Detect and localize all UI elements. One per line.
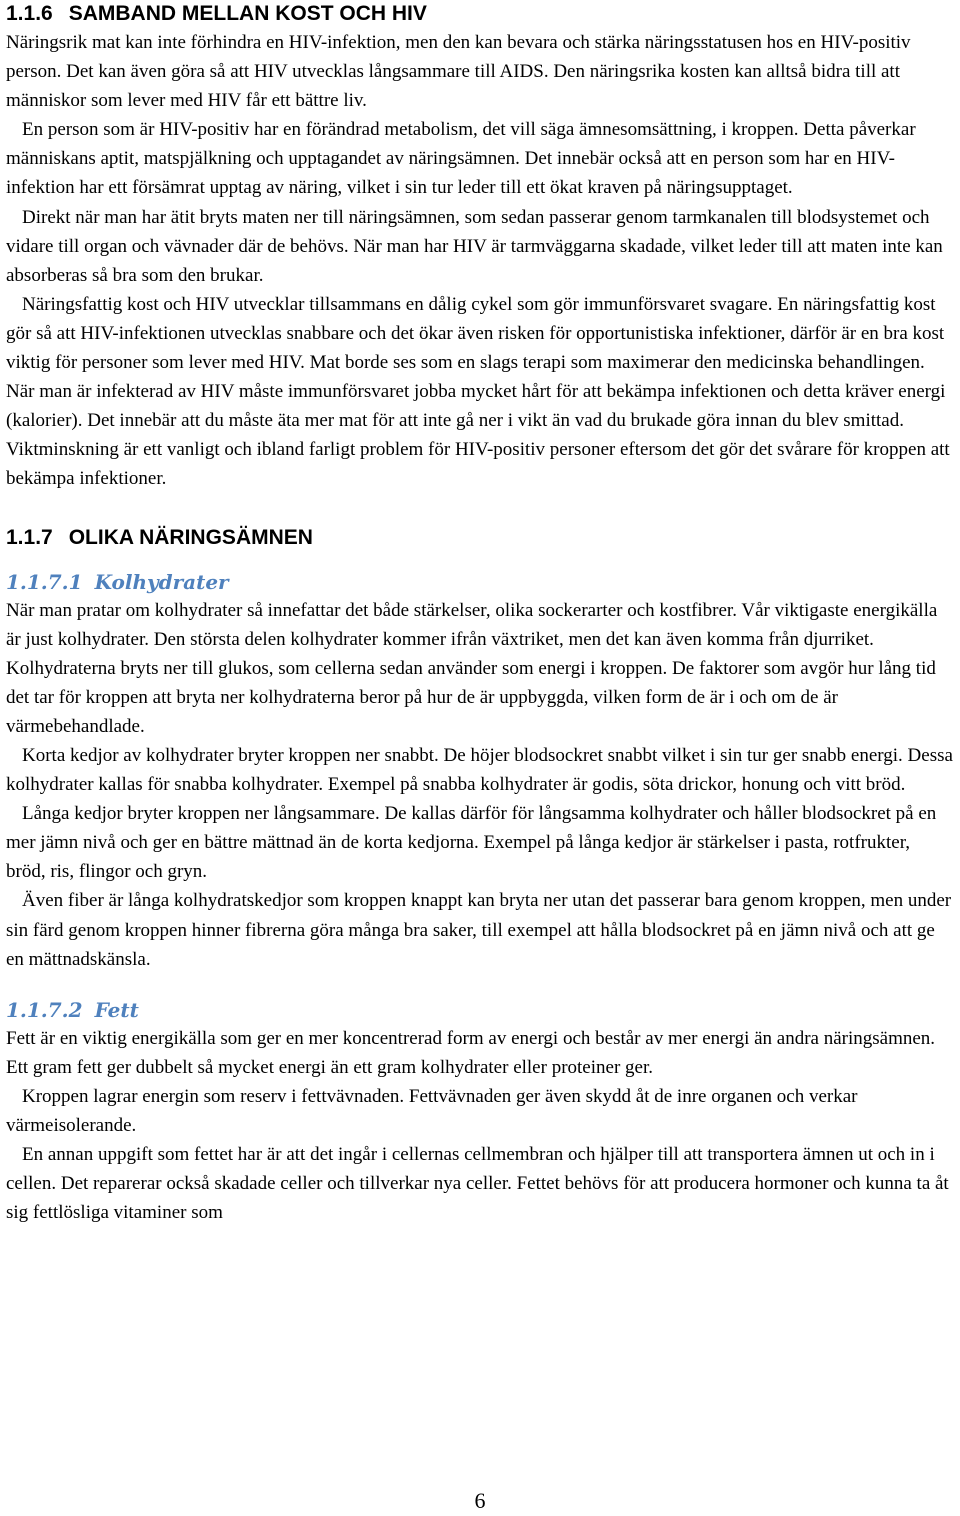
section-title: OLIKA NÄRINGSÄMNEN <box>68 525 313 549</box>
subsection-number: 1.1.7.1 <box>6 569 83 594</box>
paragraph: En person som är HIV-positiv har en förändrad metabolism, det vill säga ämnesomsättning, i kroppen. Detta påverkar människans aptit, matspjälkning och upptagandet av näringsämnen. Det innebär också att en person som har en HIV-infektion har ett försämrat upptag av näring, vilket i sin tur leder till ett ökat kraven på näringsupptaget. <box>6 119 916 199</box>
document-page <box>6 0 954 1227</box>
paragraph: Fett är en viktig energikälla som ger en mer koncentrerad form av energi och består av mer energi än andra näringsämnen. Ett gram fett ger dubbelt så mycket energi än ett gram kolhydrater eller proteiner ger. <box>6 1027 936 1078</box>
section-heading-1-1-7 <box>6 524 954 552</box>
paragraph: Även fiber är långa kolhydratskedjor som kroppen knappt kan bryta ner utan det passerar bara genom kroppen, men under sin färd genom kroppen hinner fibrerna göra många bra saker, till exempel att hålla blodsockret på en jämn nivå och att ge en mättnadskänsla. <box>6 890 952 970</box>
paragraph: Korta kedjor av kolhydrater bryter kroppen ner snabbt. De höjer blodsockret snabbt vilket i sin tur ger snabb energi. Dessa kolhydrater kallas för snabba kolhydrater. Exempel på snabba kolhydrater är godis, söta drickor, honung och vitt bröd. <box>6 744 953 796</box>
section-number: 1.1.6 <box>6 2 53 25</box>
section-title: SAMBAND MELLAN KOST OCH HIV <box>68 2 427 25</box>
subsection-title: Fett <box>94 997 139 1022</box>
paragraph: En annan uppgift som fettet har är att det ingår i cellernas cellmembran och hjälper till att transportera ämnen ut och in i cellen. Det reparerar också skadade celler och tillverkar nya celler. Fettet behövs för att producera hormoner och kunna ta åt sig fettlösliga vitaminer som <box>6 1144 949 1224</box>
subsection-heading-fett <box>6 996 954 1024</box>
subsection-number: 1.1.7.2 <box>6 997 83 1022</box>
paragraph: Näringsrik mat kan inte förhindra en HIV-infektion, men den kan bevara och stärka näringsstatusen hos en HIV-positiv person. Det kan även göra så att HIV utvecklas långsammare till AIDS. Den näringsrika kosten kan alltså bidra till att människor som lever med HIV får ett bättre liv. <box>6 32 911 112</box>
page-number: 6 <box>474 1488 486 1513</box>
paragraph: När man pratar om kolhydrater så innefattar det både stärkelser, olika sockerarter och kostfibrer. Vår viktigaste energikälla är just kolhydrater. Den största delen kolhydrater kommer ifrån växtriket, men det kan även komma från djurriket. Kolhydraterna bryts ner till glukos, som cellerna sedan använder som energi i kroppen. De faktorer som avgör hur lång tid det tar för kroppen att bryta ner kolhydraterna beror på hur de är uppbyggda, vilken form de är i och om de är värmebehandlade. <box>6 599 938 737</box>
subsection-heading-kolhydrater <box>6 568 954 596</box>
section-number: 1.1.7 <box>6 525 53 549</box>
subsection-title: Kolhydrater <box>94 569 229 594</box>
paragraph: Kroppen lagrar energin som reserv i fettvävnaden. Fettvävnaden ger även skydd åt de inre organen och verkar värmeisolerande. <box>6 1085 858 1136</box>
paragraph: Näringsfattig kost och HIV utvecklar tillsammans en dålig cykel som gör immunförsvaret svagare. En näringsfattig kost gör så att HIV-infektionen utvecklas snabbare och det ökar även risken för opportunistiska infektioner, därför är en bra kost viktig för personer som lever med HIV. Mat borde ses som en slags terapi som maximerar den medicinska behandlingen. När man är infekterad av HIV måste immunförsvaret jobba mycket hårt för att bekämpa infektionen och detta kräver energi (kalorier). Det innebär att du måste äta mer mat för att inte gå ner i vikt än vad du brukade göra innan du blev smittad. Viktminskning är ett vanligt och ibland farligt problem för HIV-positiv personer eftersom det gör det svårare för kroppen att bekämpa infektioner. <box>6 293 950 490</box>
section-heading-1-1-6 <box>6 0 954 28</box>
paragraph: Långa kedjor bryter kroppen ner långsammare. De kallas därför för långsamma kolhydrater och håller blodsockret på en mer jämn nivå och ger en bättre mättnad än de korta kedjorna. Exempel på långa kedjor är stärkelser i pasta, rotfrukter, bröd, ris, flingor och gryn. <box>6 803 937 883</box>
paragraph: Direkt när man har ätit bryts maten ner till näringsämnen, som sedan passerar genom tarmkanalen till blodsystemet och vidare till organ och vävnader där de behövs. När man har HIV är tarmväggarna skadade, vilket leder till att maten inte kan absorberas så bra som den brukar. <box>6 206 943 286</box>
